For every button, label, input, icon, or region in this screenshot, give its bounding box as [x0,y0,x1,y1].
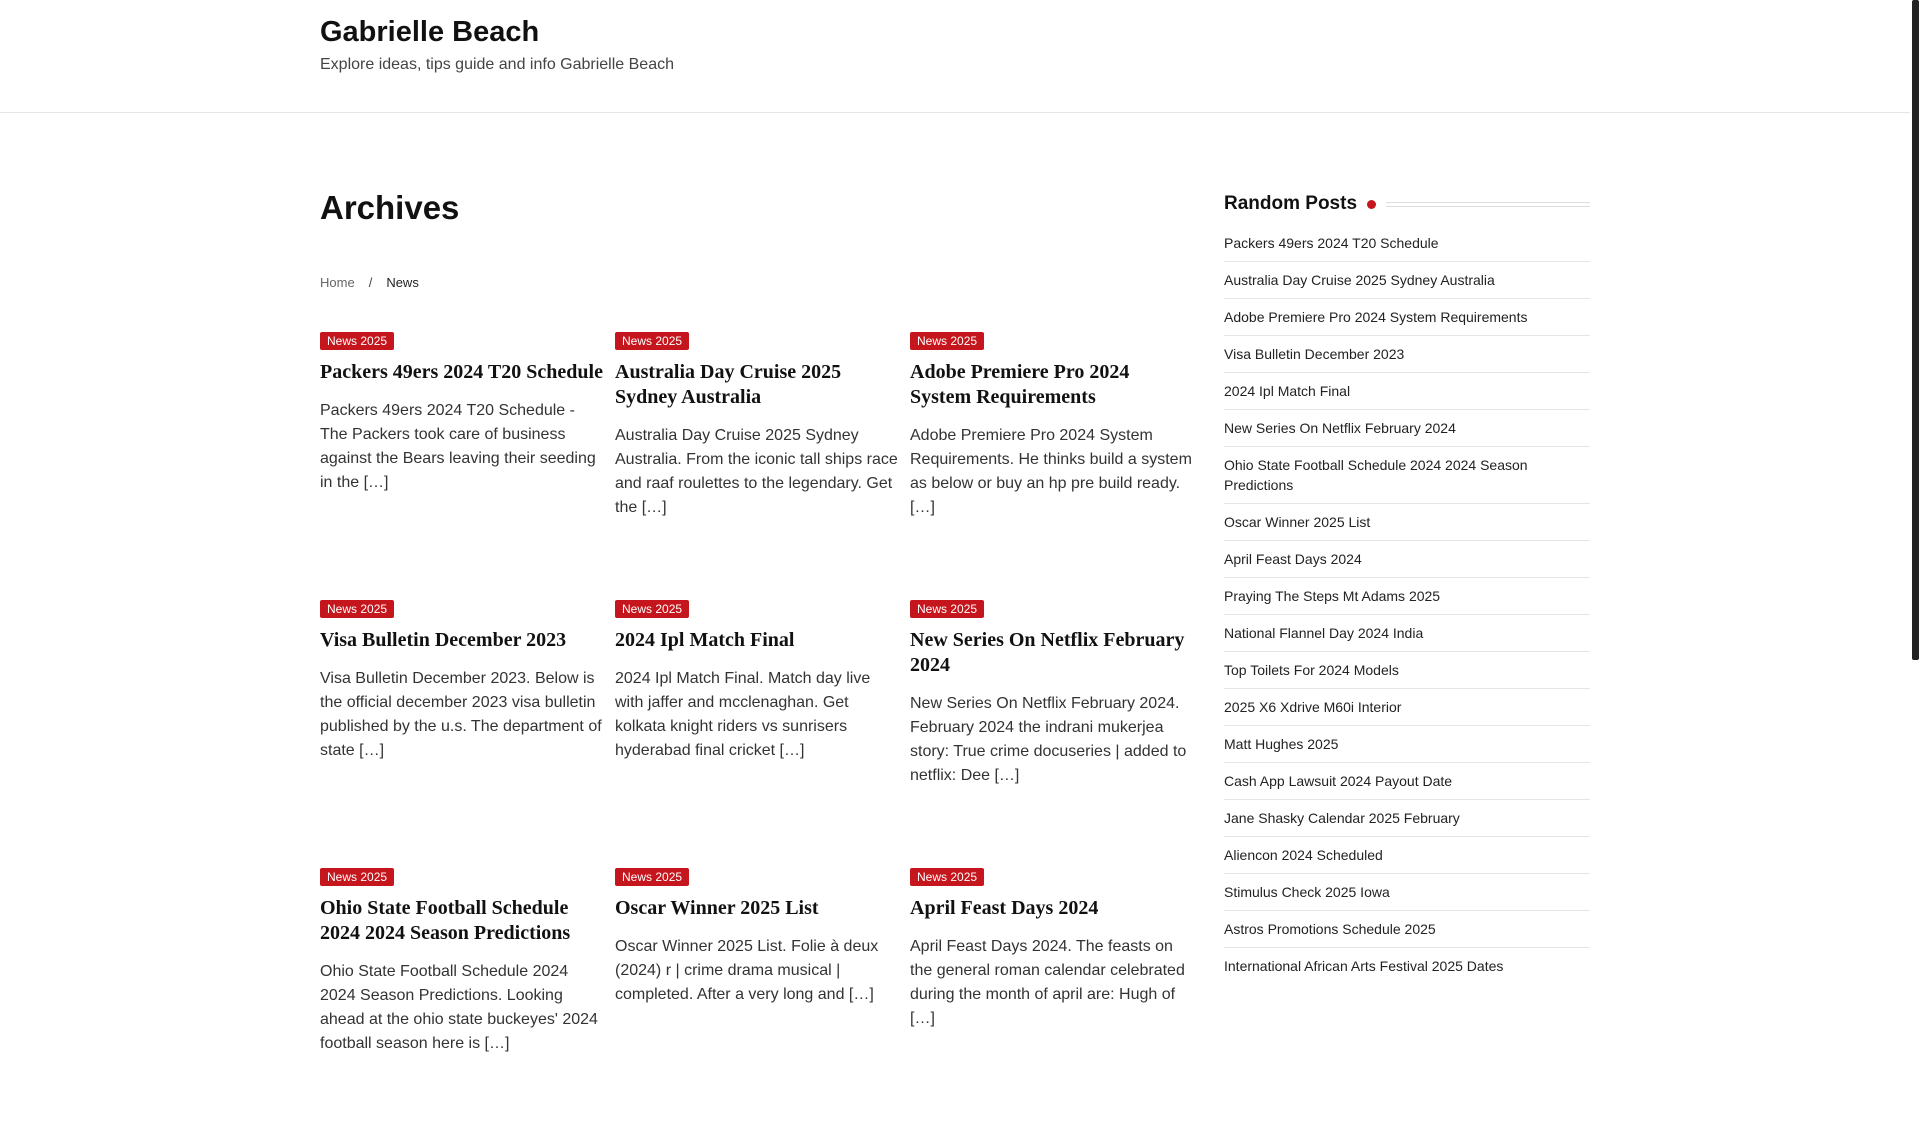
list-item [1224,689,1590,726]
title-divider [1386,202,1590,207]
random-post-link[interactable]: April Feast Days 2024 [1224,551,1362,567]
sidebar [1224,189,1590,984]
random-post-link[interactable]: Australia Day Cruise 2025 Sydney Australia [1224,272,1495,288]
post-title[interactable]: Adobe Premiere Pro 2024 System Requirements [910,361,1130,408]
random-post-link[interactable]: Aliencon 2024 Scheduled [1224,847,1383,863]
post-excerpt: Oscar Winner 2025 List. Folie à deux (2024) r | crime drama musical | completed. After a very long and […] [615,938,879,1003]
post-excerpt: Adobe Premiere Pro 2024 System Requirements. He thinks build a system as below or buy an hp pre build ready. […] [910,427,1192,516]
list-item [1224,726,1590,763]
category-badge[interactable]: News 2025 [615,332,689,350]
list-item [1224,447,1590,504]
post-excerpt: April Feast Days 2024. The feasts on the general roman calendar celebrated during the month of april are: Hugh of […] [910,938,1185,1027]
random-post-link[interactable]: Visa Bulletin December 2023 [1224,346,1405,362]
breadcrumb-home-link[interactable]: Home [320,275,355,290]
breadcrumb-current: News [386,275,419,290]
random-post-link[interactable]: National Flannel Day 2024 India [1224,625,1424,641]
random-post-link[interactable]: Stimulus Check 2025 Iowa [1224,884,1390,900]
red-dot-icon [1367,200,1376,209]
category-badge[interactable]: News 2025 [320,868,394,886]
scrollbar[interactable] [1910,0,1920,1080]
list-item [1224,948,1590,984]
site-tagline: Explore ideas, tips guide and info Gabrielle Beach [320,56,674,73]
breadcrumb-separator: / [368,275,373,290]
post-title[interactable]: New Series On Netflix February 2024 [910,629,1185,676]
post-excerpt: Visa Bulletin December 2023. Below is the official december 2023 visa bulletin published by the u.s. The department of state […] [320,670,602,759]
post-card [320,868,605,1136]
list-item [1224,763,1590,800]
page-title: Archives [320,189,460,226]
random-post-link[interactable]: 2025 X6 Xdrive M60i Interior [1224,699,1402,715]
list-item [1224,911,1590,948]
post-title[interactable]: Oscar Winner 2025 List [615,897,819,919]
random-post-link[interactable]: Ohio State Football Schedule 2024 2024 Season Predictions [1224,457,1528,493]
random-post-link[interactable]: Packers 49ers 2024 T20 Schedule [1224,235,1439,251]
list-item [1224,299,1590,336]
list-item [1224,578,1590,615]
breadcrumb [320,275,419,290]
random-posts-header [1224,189,1590,219]
category-badge[interactable]: News 2025 [320,332,394,350]
post-card [910,868,1195,1136]
category-badge[interactable]: News 2025 [910,332,984,350]
random-post-link[interactable]: Astros Promotions Schedule 2025 [1224,921,1436,937]
post-card [320,600,605,868]
random-post-link[interactable]: Jane Shasky Calendar 2025 February [1224,810,1460,826]
site-header [0,0,1910,113]
random-post-link[interactable]: Top Toilets For 2024 Models [1224,662,1399,678]
random-post-link[interactable]: Praying The Steps Mt Adams 2025 [1224,588,1441,604]
random-posts-list [1224,225,1590,984]
category-badge[interactable]: News 2025 [910,868,984,886]
random-post-link[interactable]: Oscar Winner 2025 List [1224,514,1371,530]
list-item [1224,225,1590,262]
post-card [615,332,900,600]
post-title[interactable]: Australia Day Cruise 2025 Sydney Australia [615,361,842,408]
random-post-link[interactable]: International African Arts Festival 2025 Dates [1224,958,1504,974]
post-title[interactable]: Visa Bulletin December 2023 [320,629,567,651]
list-item [1224,373,1590,410]
post-card [910,600,1195,868]
site-title[interactable]: Gabrielle Beach [320,16,540,48]
post-excerpt: Australia Day Cruise 2025 Sydney Australia. From the iconic tall ships race and raaf roulettes to the legendary. Get the […] [615,427,898,516]
random-post-link[interactable]: Cash App Lawsuit 2024 Payout Date [1224,773,1453,789]
list-item [1224,837,1590,874]
list-item [1224,615,1590,652]
widget-title: Random Posts [1224,193,1358,214]
random-post-link[interactable]: 2024 Ipl Match Final [1224,383,1351,399]
category-badge[interactable]: News 2025 [910,600,984,618]
post-title[interactable]: April Feast Days 2024 [910,897,1099,919]
scrollbar-thumb[interactable] [1912,0,1919,660]
post-card [910,332,1195,600]
random-post-link[interactable]: New Series On Netflix February 2024 [1224,420,1456,436]
post-title[interactable]: 2024 Ipl Match Final [615,629,795,651]
random-post-link[interactable]: Adobe Premiere Pro 2024 System Requirements [1224,309,1528,325]
category-badge[interactable]: News 2025 [320,600,394,618]
category-badge[interactable]: News 2025 [615,868,689,886]
post-excerpt: New Series On Netflix February 2024. February 2024 the indrani mukerjea story: True crime docuseries | added to netflix: Dee […] [910,695,1187,784]
list-item [1224,652,1590,689]
list-item [1224,541,1590,578]
post-card [320,332,605,600]
post-excerpt: 2024 Ipl Match Final. Match day live with jaffer and mcclenaghan. Get kolkata knight riders vs sunrisers hyderabad final cricket […] [615,670,871,759]
post-excerpt: Ohio State Football Schedule 2024 2024 Season Predictions. Looking ahead at the ohio state buckeyes' 2024 football season here is […] [320,963,598,1052]
list-item [1224,800,1590,837]
random-post-link[interactable]: Matt Hughes 2025 [1224,736,1339,752]
post-grid [320,332,1196,1136]
list-item [1224,410,1590,447]
list-item [1224,262,1590,299]
list-item [1224,504,1590,541]
post-card [615,600,900,868]
post-excerpt: Packers 49ers 2024 T20 Schedule - The Packers took care of business against the Bears leaving their seeding in the […] [320,402,596,491]
post-title[interactable]: Packers 49ers 2024 T20 Schedule [320,361,603,383]
category-badge[interactable]: News 2025 [615,600,689,618]
list-item [1224,336,1590,373]
post-title[interactable]: Ohio State Football Schedule 2024 2024 Season Predictions [320,897,571,944]
post-card [615,868,900,1136]
list-item [1224,874,1590,911]
